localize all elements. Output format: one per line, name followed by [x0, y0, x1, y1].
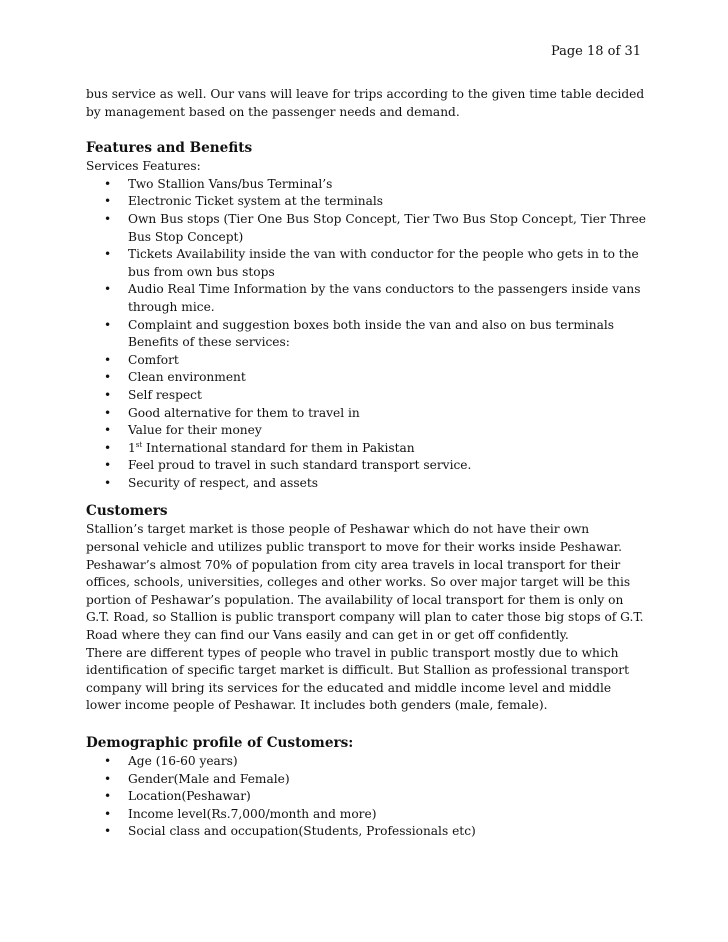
list-item — [86, 806, 646, 824]
services-features-label: Services Features: — [86, 159, 201, 174]
bullet-icon: • — [104, 754, 112, 768]
list-item — [86, 823, 646, 841]
bullet-icon: • — [104, 440, 112, 455]
list-item-text: International standard for them in Pakistan — [142, 440, 415, 455]
benefits-list — [86, 352, 646, 493]
list-item — [86, 457, 646, 475]
list-item-text: Self respect — [128, 387, 202, 402]
bullet-icon: • — [104, 282, 112, 297]
bullet-icon: • — [104, 423, 112, 438]
list-item-text: Social class and occupation(Students, Professionals etc) — [128, 824, 476, 839]
customers-heading: Customers — [86, 503, 168, 520]
page-content — [86, 86, 646, 841]
customers-paragraph-1: Stallion’s target market is those people of Peshawar which do not have their own personal vehicle and utilizes public transport to move for their works inside Peshawar. Peshawar’s almost 70% of population from city area travels in local transport for their offices, schools, universities, colleges and other works. So over major target will be this portion of Peshawar’s population. The availability of local transport for them is only on G.T. Road, so Stallion is public transport company will plan to cater those big stops of G.T. Road where they can find our Vans easily and can get in or get off confidently. — [86, 522, 644, 643]
list-item — [86, 440, 646, 458]
bullet-icon: • — [104, 370, 112, 385]
list-item — [86, 317, 646, 335]
service-features-list — [86, 176, 646, 334]
bullet-icon: • — [104, 458, 112, 473]
benefits-label: Benefits of these services: — [128, 335, 290, 350]
list-item-text: Tickets Availability inside the van with conductor for the people who gets in to the bus from own bus stops — [128, 247, 639, 279]
page-number: Page 18 of 31 — [550, 44, 641, 59]
features-heading: Features and Benefits — [86, 140, 253, 157]
list-item-text: Electronic Ticket system at the terminals — [128, 194, 384, 209]
list-item-text: Complaint and suggestion boxes both inside the van and also on bus terminals — [128, 317, 615, 332]
list-item-text: Value for their money — [128, 423, 262, 438]
list-item-text: Own Bus stops (Tier One Bus Stop Concept, Tier Two Bus Stop Concept, Tier Three Bus Stop Concept) — [128, 211, 646, 244]
list-item — [86, 211, 646, 246]
bullet-icon: • — [104, 176, 112, 191]
list-item — [86, 405, 646, 423]
list-item-text: Feel proud to travel in such standard transport service. — [128, 458, 472, 473]
intro-paragraph: bus service as well. Our vans will leave for trips according to the given time table decided by management based on the passenger needs and demand. — [86, 87, 645, 119]
bullet-icon: • — [104, 824, 112, 839]
list-item — [86, 176, 646, 194]
list-item-text: Good alternative for them to travel in — [128, 405, 360, 420]
list-item — [86, 422, 646, 440]
bullet-icon: • — [104, 475, 112, 490]
list-item — [86, 475, 646, 493]
list-item-text: Income level(Rs.7,000/month and more) — [128, 806, 377, 821]
bullet-icon: • — [104, 387, 112, 402]
list-item — [86, 193, 646, 211]
bullet-icon: • — [104, 806, 112, 821]
list-item — [86, 246, 646, 281]
list-item-number: 1 — [128, 440, 136, 455]
list-item-text: Two Stallion Vans/bus Terminal’s — [128, 176, 333, 191]
bullet-icon: • — [104, 789, 112, 804]
list-item — [86, 771, 646, 789]
demographics-heading: Demographic profile of Customers: — [86, 735, 354, 751]
list-item-text: Age (16-60 years) — [128, 754, 238, 768]
list-item-text: Clean environment — [128, 370, 246, 385]
list-item — [86, 753, 646, 771]
bullet-icon: • — [104, 405, 112, 420]
list-item-text: Gender(Male and Female) — [128, 771, 290, 786]
bullet-icon: • — [104, 247, 112, 262]
bullet-icon: • — [104, 194, 112, 209]
bullet-icon: • — [104, 317, 112, 332]
list-item — [86, 352, 646, 370]
list-item — [86, 369, 646, 387]
ordinal-superscript: st — [135, 440, 143, 449]
list-item-text: Audio Real Time Information by the vans conductors to the passengers inside vans through mice. — [128, 282, 641, 314]
list-item — [86, 387, 646, 405]
bullet-icon: • — [104, 352, 112, 367]
list-item — [86, 281, 646, 316]
bullet-icon: • — [104, 771, 112, 786]
list-item-text: Comfort — [128, 352, 179, 367]
bullet-icon: • — [104, 211, 112, 226]
demographics-list — [86, 753, 646, 841]
list-item — [86, 788, 646, 806]
customers-paragraph-2: There are different types of people who travel in public transport mostly due to which identification of specific target market is difficult. But Stallion as professional transport company will bring its services for the educated and middle income level and middle lower income people of Peshawar. It includes both genders (male, female). — [86, 645, 629, 713]
list-item-text: Location(Peshawar) — [128, 789, 251, 804]
list-item-text: Security of respect, and assets — [128, 475, 319, 490]
